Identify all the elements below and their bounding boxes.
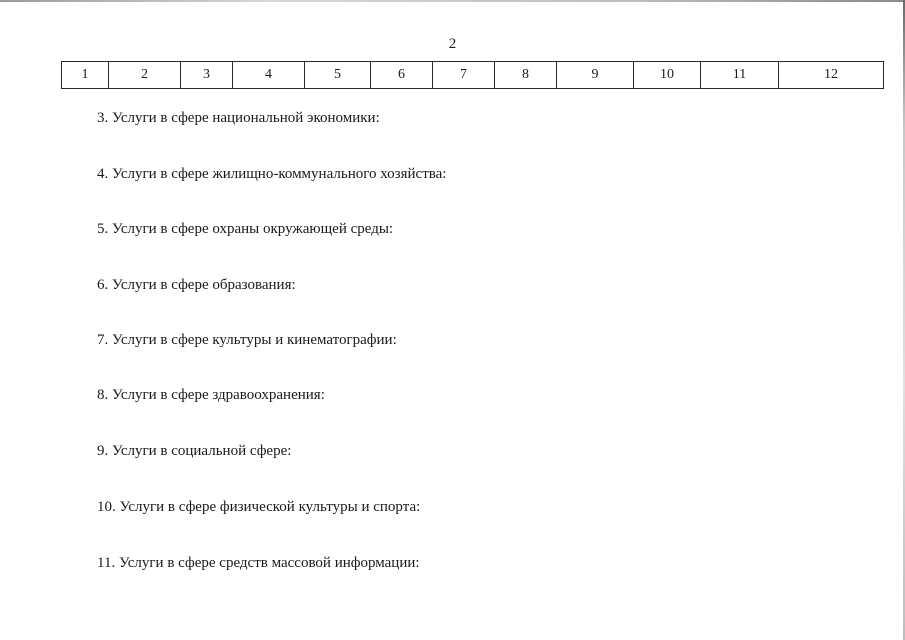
column-number-cell: 3 (181, 62, 233, 89)
column-number-cell: 11 (701, 62, 779, 89)
column-number-cell: 1 (62, 62, 109, 89)
section-heading-national-economy: 3. Услуги в сфере национальной экономики: (97, 110, 380, 126)
column-number-cell: 4 (233, 62, 305, 89)
section-heading-culture-cinema: 7. Услуги в сфере культуры и кинематографии: (97, 332, 397, 348)
column-number-cell: 7 (433, 62, 495, 89)
column-number-cell: 12 (779, 62, 884, 89)
section-heading-environment: 5. Услуги в сфере охраны окружающей среды: (97, 221, 394, 237)
section-heading-social: 9. Услуги в социальной сфере: (97, 443, 292, 459)
page-number: 2 (448, 36, 457, 52)
section-heading-healthcare: 8. Услуги в сфере здравоохранения: (97, 387, 325, 403)
section-heading-education: 6. Услуги в сфере образования: (97, 277, 296, 293)
column-number-row (62, 62, 884, 89)
scan-edge-top (0, 0, 905, 2)
column-number-cell: 6 (371, 62, 433, 89)
column-number-cell: 8 (495, 62, 557, 89)
column-number-table (61, 61, 884, 89)
column-number-cell: 10 (634, 62, 701, 89)
section-heading-housing-utilities: 4. Услуги в сфере жилищно-коммунального хозяйства: (97, 166, 447, 182)
column-number-cell: 9 (557, 62, 634, 89)
section-heading-mass-media: 11. Услуги в сфере средств массовой информации: (97, 555, 420, 571)
column-number-cell: 5 (305, 62, 371, 89)
column-number-cell: 2 (109, 62, 181, 89)
section-heading-sport: 10. Услуги в сфере физической культуры и спорта: (97, 499, 421, 515)
